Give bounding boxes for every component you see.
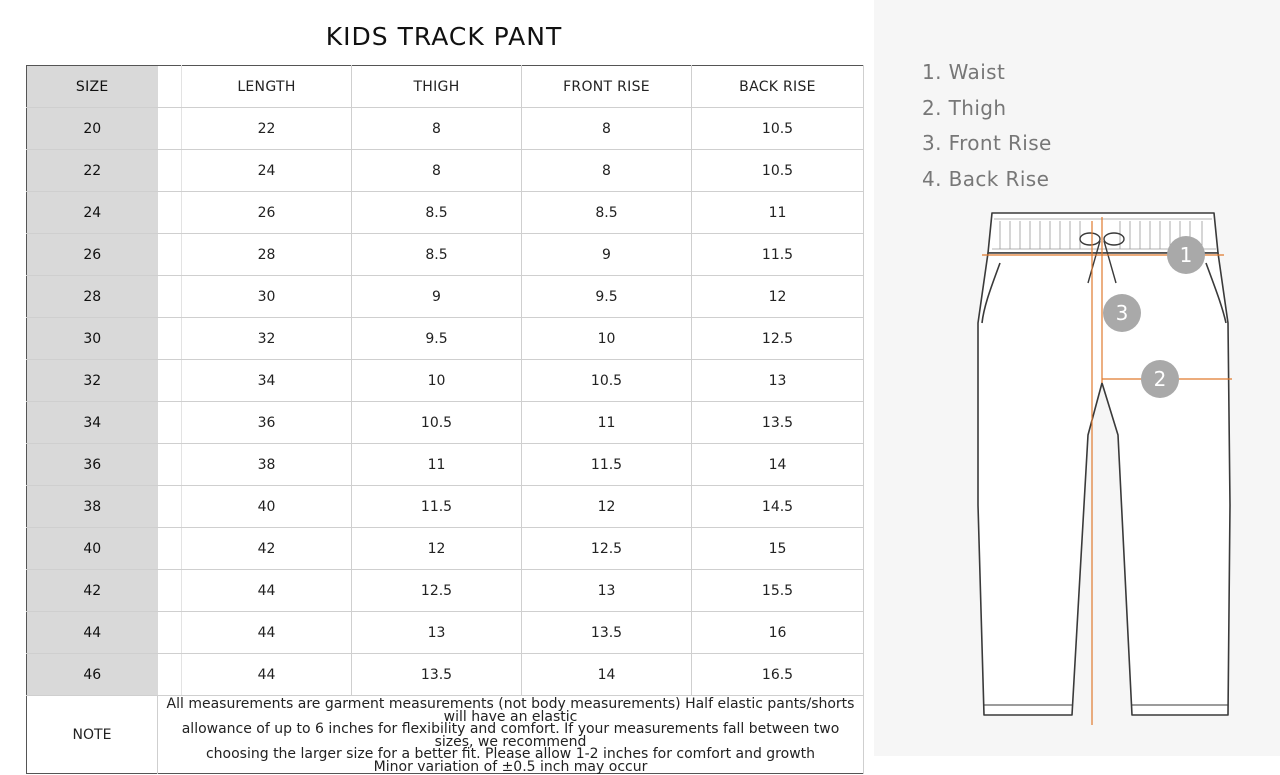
- cell-size: 34: [27, 402, 158, 444]
- table-row: [27, 486, 864, 528]
- cell-spacer: [158, 612, 182, 654]
- cell-thigh: 11.5: [352, 486, 522, 528]
- cell-front-rise: 12: [522, 486, 692, 528]
- cell-spacer: [158, 570, 182, 612]
- measurement-legend: [922, 58, 1052, 200]
- cell-back-rise: 14: [692, 444, 864, 486]
- cell-back-rise: 11: [692, 192, 864, 234]
- cell-length: 24: [182, 150, 352, 192]
- table-row: [27, 234, 864, 276]
- column-header-length: LENGTH: [182, 66, 352, 108]
- table-row: [27, 192, 864, 234]
- cell-length: 44: [182, 654, 352, 696]
- table-row: [27, 318, 864, 360]
- marker-1-label: 1: [1179, 243, 1193, 267]
- table-row: [27, 654, 864, 696]
- cell-spacer: [158, 402, 182, 444]
- cell-front-rise: 12.5: [522, 528, 692, 570]
- cell-spacer: [158, 360, 182, 402]
- cell-thigh: 8: [352, 150, 522, 192]
- track-pant-illustration: [970, 205, 1240, 725]
- page-title: KIDS TRACK PANT: [325, 22, 563, 51]
- cell-front-rise: 9: [522, 234, 692, 276]
- cell-spacer: [158, 150, 182, 192]
- cell-length: 30: [182, 276, 352, 318]
- cell-thigh: 9: [352, 276, 522, 318]
- table-row: [27, 570, 864, 612]
- cell-spacer: [158, 108, 182, 150]
- cell-size: 28: [27, 276, 158, 318]
- cell-back-rise: 15.5: [692, 570, 864, 612]
- table-row: [27, 360, 864, 402]
- cell-back-rise: 14.5: [692, 486, 864, 528]
- cell-length: 44: [182, 612, 352, 654]
- cell-thigh: 9.5: [352, 318, 522, 360]
- cell-thigh: 12.5: [352, 570, 522, 612]
- cell-back-rise: 12.5: [692, 318, 864, 360]
- column-header-front-rise: FRONT RISE: [522, 66, 692, 108]
- marker-2-label: 2: [1153, 367, 1167, 391]
- cell-thigh: 10.5: [352, 402, 522, 444]
- column-header-thigh: THIGH: [352, 66, 522, 108]
- cell-size: 46: [27, 654, 158, 696]
- table-body: [27, 108, 864, 696]
- cell-front-rise: 9.5: [522, 276, 692, 318]
- table-row: [27, 612, 864, 654]
- table-row: [27, 444, 864, 486]
- cell-length: 34: [182, 360, 352, 402]
- marker-2: [1141, 360, 1179, 398]
- cell-front-rise: 13: [522, 570, 692, 612]
- cell-back-rise: 11.5: [692, 234, 864, 276]
- legend-item-waist: 1. Waist: [922, 60, 1006, 84]
- cell-front-rise: 10.5: [522, 360, 692, 402]
- cell-back-rise: 13: [692, 360, 864, 402]
- note-label: NOTE: [27, 696, 158, 774]
- legend-item-back-rise: 4. Back Rise: [922, 166, 1050, 191]
- cell-thigh: 12: [352, 528, 522, 570]
- cell-back-rise: 16: [692, 612, 864, 654]
- pant-outline: [978, 213, 1230, 715]
- column-spacer: [158, 66, 182, 108]
- table-row: [27, 402, 864, 444]
- cell-spacer: [158, 486, 182, 528]
- cell-front-rise: 13.5: [522, 612, 692, 654]
- cell-front-rise: 10: [522, 318, 692, 360]
- column-header-size: SIZE: [27, 66, 158, 108]
- cell-back-rise: 10.5: [692, 108, 864, 150]
- cell-size: 30: [27, 318, 158, 360]
- size-chart-table: [26, 65, 864, 774]
- cell-back-rise: 13.5: [692, 402, 864, 444]
- cell-size: 26: [27, 234, 158, 276]
- table-row: [27, 150, 864, 192]
- cell-thigh: 13.5: [352, 654, 522, 696]
- cell-thigh: 8: [352, 108, 522, 150]
- note-line: allowance of up to 6 inches for flexibility and comfort. If your measurements fall between two sizes, we recommend: [181, 721, 840, 750]
- cell-back-rise: 15: [692, 528, 864, 570]
- legend-item-thigh: 2. Thigh: [922, 95, 1007, 120]
- cell-spacer: [158, 276, 182, 318]
- note-line: All measurements are garment measurements (not body measurements) Half elastic pants/shorts will have an elastic: [166, 696, 855, 725]
- cell-length: 32: [182, 318, 352, 360]
- cell-spacer: [158, 444, 182, 486]
- cell-front-rise: 8.5: [522, 192, 692, 234]
- table-row: [27, 528, 864, 570]
- cell-thigh: 8.5: [352, 234, 522, 276]
- cell-thigh: 13: [352, 612, 522, 654]
- marker-3-label: 3: [1115, 301, 1129, 325]
- cell-size: 42: [27, 570, 158, 612]
- cell-length: 44: [182, 570, 352, 612]
- cell-front-rise: 11.5: [522, 444, 692, 486]
- cell-length: 22: [182, 108, 352, 150]
- cell-size: 32: [27, 360, 158, 402]
- cell-length: 26: [182, 192, 352, 234]
- marker-3: [1103, 294, 1141, 332]
- legend-item-front-rise: 3. Front Rise: [922, 131, 1052, 155]
- cell-length: 28: [182, 234, 352, 276]
- cell-spacer: [158, 192, 182, 234]
- cell-back-rise: 16.5: [692, 654, 864, 696]
- note-line: choosing the larger size for a better fit. Please allow 1-2 inches for comfort and growth: [205, 746, 816, 762]
- cell-length: 40: [182, 486, 352, 528]
- table-row: [27, 108, 864, 150]
- cell-spacer: [158, 654, 182, 696]
- cell-size: 40: [27, 528, 158, 570]
- cell-size: 44: [27, 612, 158, 654]
- note-line: Minor variation of ±0.5 inch may occur: [373, 758, 648, 775]
- cell-front-rise: 14: [522, 654, 692, 696]
- cell-size: 24: [27, 192, 158, 234]
- cell-spacer: [158, 234, 182, 276]
- cell-spacer: [158, 318, 182, 360]
- cell-thigh: 11: [352, 444, 522, 486]
- note-row: [27, 696, 864, 774]
- measurement-guide-panel: [874, 0, 1280, 756]
- table-header-row: [27, 66, 864, 108]
- cell-size: 20: [27, 108, 158, 150]
- cell-front-rise: 11: [522, 402, 692, 444]
- cell-size: 22: [27, 150, 158, 192]
- marker-1: [1167, 236, 1205, 274]
- cell-front-rise: 8: [522, 108, 692, 150]
- cell-size: 38: [27, 486, 158, 528]
- cell-length: 38: [182, 444, 352, 486]
- cell-front-rise: 8: [522, 150, 692, 192]
- column-header-back-rise: BACK RISE: [692, 66, 864, 108]
- cell-length: 36: [182, 402, 352, 444]
- cell-spacer: [158, 528, 182, 570]
- cell-length: 42: [182, 528, 352, 570]
- note-text: [158, 696, 864, 774]
- cell-size: 36: [27, 444, 158, 486]
- cell-back-rise: 12: [692, 276, 864, 318]
- cell-thigh: 10: [352, 360, 522, 402]
- cell-back-rise: 10.5: [692, 150, 864, 192]
- cell-thigh: 8.5: [352, 192, 522, 234]
- table-row: [27, 276, 864, 318]
